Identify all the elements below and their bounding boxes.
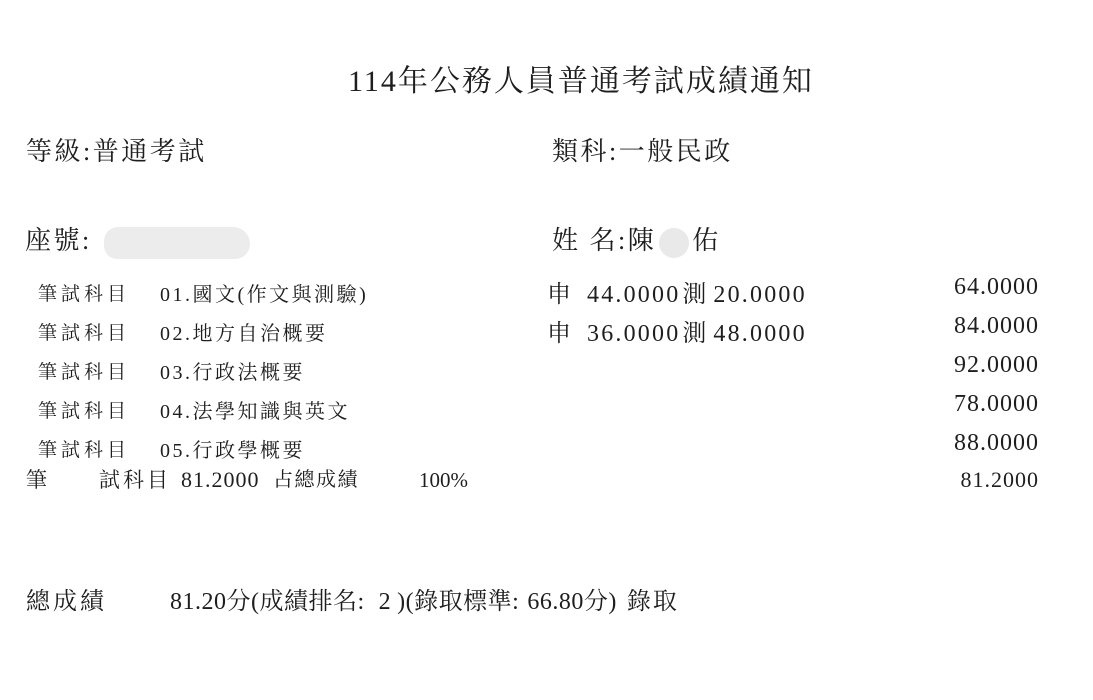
written-average: 81.2000 xyxy=(181,467,260,492)
subject-row xyxy=(0,309,1093,348)
subject-row-type: 筆試科目 xyxy=(38,284,131,305)
weight-value: 100% xyxy=(419,468,468,492)
subject-name: 02.地方自治概要 xyxy=(160,323,328,345)
subject-part-scores xyxy=(547,313,807,348)
exam-category-label: 類科: xyxy=(552,137,619,166)
multiple-choice-score: 20.0000 xyxy=(713,282,807,308)
subject-score: 92.0000 xyxy=(954,352,1039,378)
multiple-choice-label: 測 xyxy=(682,321,707,347)
essay-label: 申 xyxy=(547,282,571,308)
subject-score: 78.0000 xyxy=(954,391,1039,417)
subject-name: 03.行政法概要 xyxy=(160,362,305,384)
subject-row xyxy=(0,426,1093,465)
cutoff-value: 66.80分 xyxy=(527,589,609,615)
rank-value: 2 xyxy=(378,589,392,615)
summary-label-right: 試科目 xyxy=(99,468,171,492)
subject-row-type: 筆試科目 xyxy=(38,362,131,383)
subject-table xyxy=(0,270,1093,465)
name-field xyxy=(552,221,721,261)
summary-label-left: 筆 xyxy=(26,468,48,492)
essay-label: 申 xyxy=(547,321,571,347)
subject-name: 01.國文(作文與測驗) xyxy=(160,284,369,306)
subject-row xyxy=(0,387,1093,426)
essay-score: 44.0000 xyxy=(587,282,681,308)
total-score-value: 81.20分 xyxy=(170,589,251,615)
total-score-row xyxy=(0,585,1093,621)
admission-result: 錄取 xyxy=(626,589,679,615)
subject-score: 88.0000 xyxy=(954,430,1039,456)
written-summary-row xyxy=(0,463,1093,499)
name-surname: 陳 xyxy=(627,226,657,255)
document-title: 114年公務人員普通考試成績通知 xyxy=(348,65,814,98)
exam-level-value: 普通考試 xyxy=(92,137,207,166)
name-redaction xyxy=(659,228,689,258)
subject-name: 05.行政學概要 xyxy=(160,440,305,462)
exam-category-value: 一般民政 xyxy=(618,137,733,166)
rank-label: (成績排名: xyxy=(251,589,365,615)
exam-level-field xyxy=(26,134,207,170)
essay-score: 36.0000 xyxy=(587,321,681,347)
subject-name: 04.法學知識與英文 xyxy=(160,401,350,423)
name-given: 佑 xyxy=(692,226,721,255)
multiple-choice-label: 測 xyxy=(682,282,707,308)
total-score-content xyxy=(170,585,679,619)
name-label: 姓 名: xyxy=(552,226,628,255)
exam-level-label: 等級: xyxy=(26,137,93,166)
subject-row xyxy=(0,270,1093,309)
subject-row-type: 筆試科目 xyxy=(38,401,131,422)
written-summary-score: 81.2000 xyxy=(960,467,1039,492)
seat-number-label: 座號: xyxy=(25,226,92,255)
cutoff-label: (錄取標準: xyxy=(405,589,520,615)
subject-row-type: 筆試科目 xyxy=(38,440,131,461)
weight-label: 占總成績 xyxy=(273,469,359,491)
subject-part-scores xyxy=(547,274,807,309)
total-score-label: 總成績 xyxy=(26,589,107,615)
subject-row xyxy=(0,348,1093,387)
exam-category-field xyxy=(552,134,733,170)
multiple-choice-score: 48.0000 xyxy=(713,321,807,347)
cutoff-suffix: ) xyxy=(608,589,617,615)
subject-score: 84.0000 xyxy=(954,313,1039,339)
rank-suffix: ) xyxy=(397,589,406,615)
seat-number-field xyxy=(25,221,250,261)
seat-number-redaction xyxy=(104,227,250,259)
subject-score: 64.0000 xyxy=(954,274,1039,300)
subject-row-type: 筆試科目 xyxy=(38,323,131,344)
